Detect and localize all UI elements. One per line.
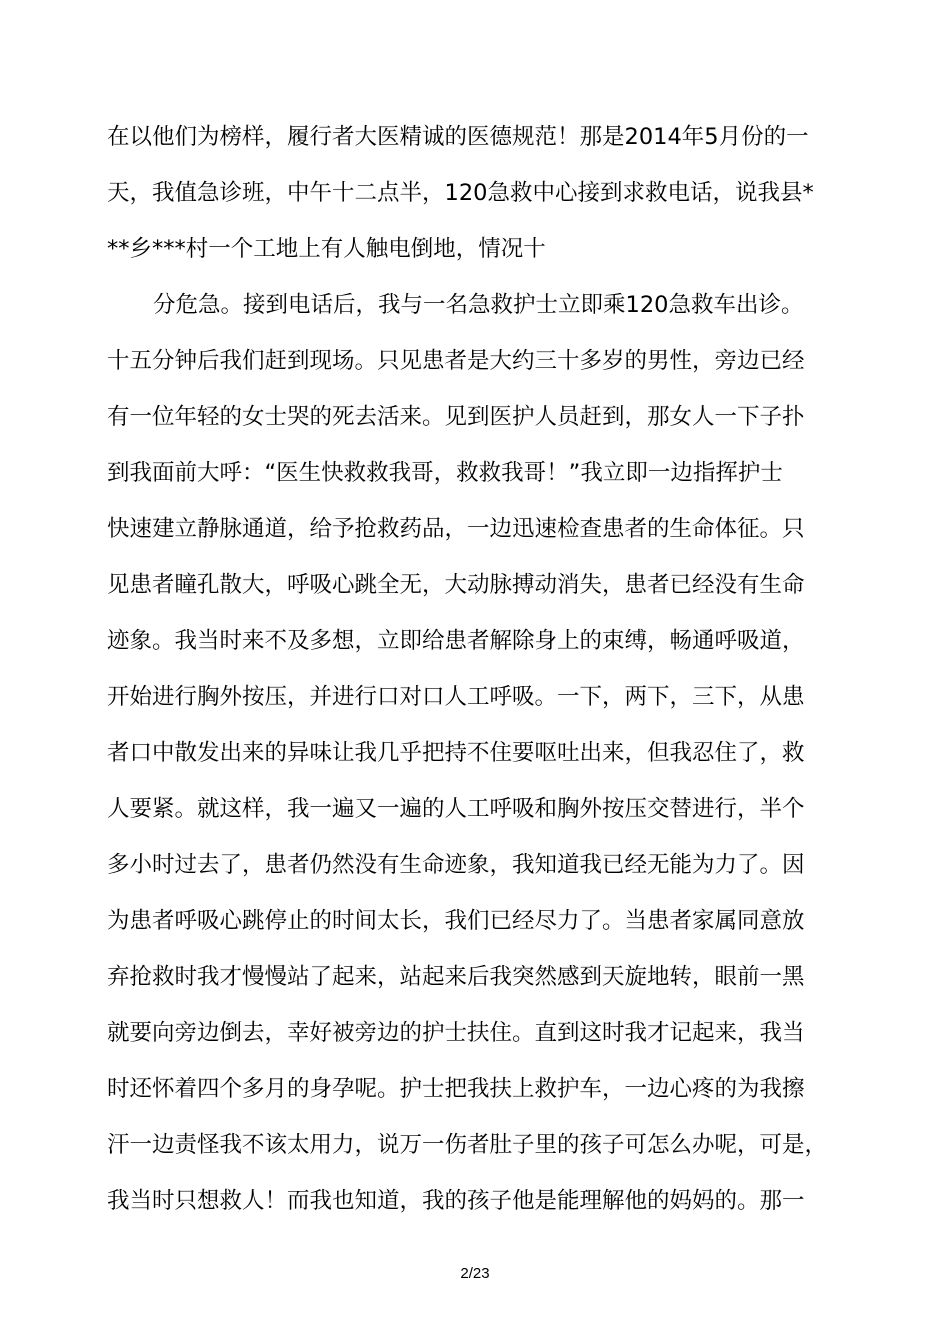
text-line: 我当时只想救人！而我也知道，我的孩子他是能理解他的妈妈的。那一: [107, 1188, 805, 1214]
page-number: 2/23: [460, 1265, 490, 1282]
text-line: 就要向旁边倒去，幸好被旁边的护士扶住。直到这时我才记起来，我当: [107, 1020, 805, 1046]
text-line: 弃抢救时我才慢慢站了起来，站起来后我突然感到天旋地转，眼前一黑: [107, 964, 805, 990]
text-line: 天，我值急诊班，中午十二点半，120急救中心接到求救电话，说我县*: [107, 180, 814, 206]
text-line: 者口中散发出来的异味让我几乎把持不住要呕吐出来，但我忍住了，救: [107, 740, 805, 766]
text-line: 汗一边责怪我不该太用力，说万一伤者肚子里的孩子可怎么办呢，可是，: [107, 1132, 828, 1158]
text-line: 迹象。我当时来不及多想，立即给患者解除身上的束缚，畅通呼吸道，: [107, 628, 805, 654]
text-line: 快速建立静脉通道，给予抢救药品，一边迅速检查患者的生命体征。只: [107, 516, 805, 542]
text-line: 有一位年轻的女士哭的死去活来。见到医护人员赶到，那女人一下子扑: [107, 404, 805, 430]
text-line: 时还怀着四个多月的身孕呢。护士把我扶上救护车，一边心疼的为我擦: [107, 1076, 805, 1102]
text-line: **乡***村一个工地上有人触电倒地，情况十: [107, 236, 546, 262]
text-line: 多小时过去了，患者仍然没有生命迹象，我知道我已经无能为力了。因: [107, 852, 805, 878]
text-line: 在以他们为榜样，履行者大医精诚的医德规范！那是2014年5月份的一: [107, 124, 809, 150]
paragraph-first-line: 分危急。接到电话后，我与一名急救护士立即乘120急救车出诊。: [153, 292, 804, 318]
text-line: 到我面前大呼：“医生快救救我哥，救救我哥！”我立即一边指挥护士: [107, 460, 783, 486]
text-line: 人要紧。就这样，我一遍又一遍的人工呼吸和胸外按压交替进行，半个: [107, 796, 805, 822]
text-line: 开始进行胸外按压，并进行口对口人工呼吸。一下，两下，三下，从患: [107, 684, 805, 710]
text-line: 十五分钟后我们赶到现场。只见患者是大约三十多岁的男性，旁边已经: [107, 348, 805, 374]
text-line: 见患者瞳孔散大，呼吸心跳全无，大动脉搏动消失，患者已经没有生命: [107, 572, 805, 598]
text-line: 为患者呼吸心跳停止的时间太长，我们已经尽力了。当患者家属同意放: [107, 908, 805, 934]
